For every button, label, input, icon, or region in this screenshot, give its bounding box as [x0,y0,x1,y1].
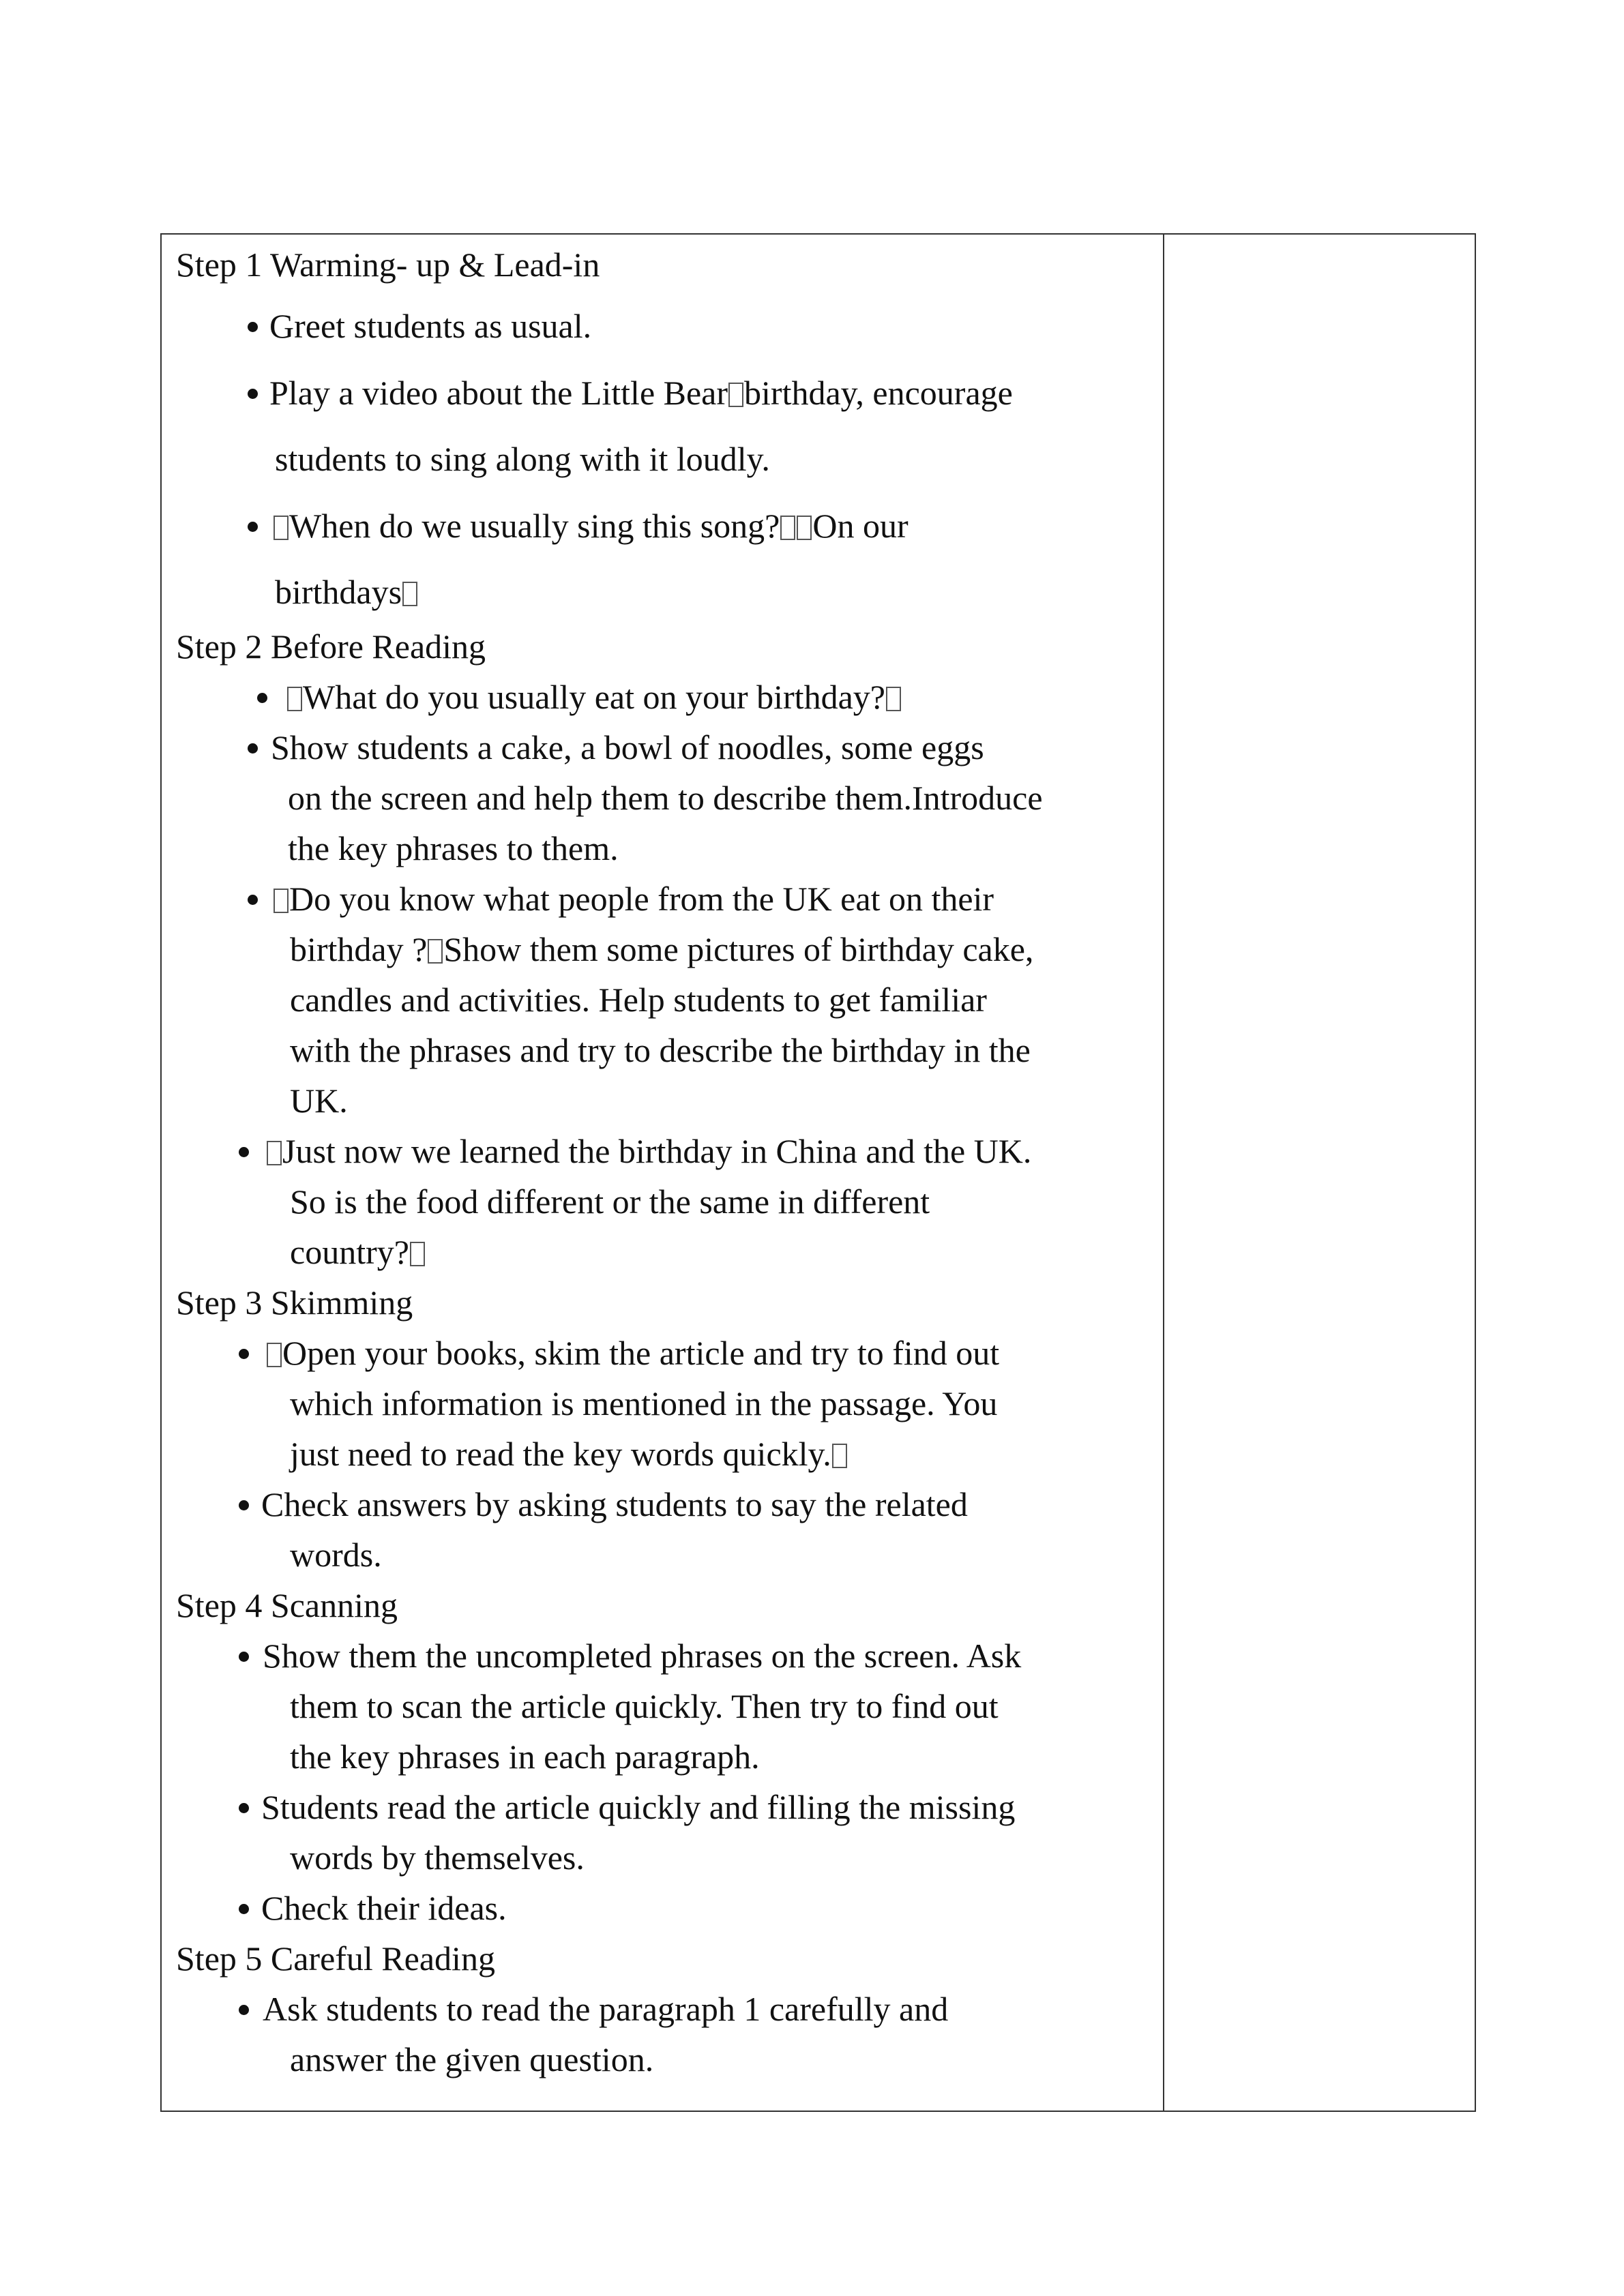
bullet-text-line: birthday ? Show them some pictures of birthday cake, [290,930,1034,968]
missing-glyph-box [832,1444,847,1468]
missing-glyph-box [797,516,812,540]
bullet-icon [239,1500,249,1510]
bullet-text-line: on the screen and help them to describe them.Introduce [288,779,1043,817]
missing-glyph-box [287,687,302,711]
bullet-text-line: Check answers by asking students to say the related [261,1485,968,1523]
step-heading: Step 5 Careful Reading [176,1939,495,1978]
missing-glyph-box [410,1242,425,1266]
bullet-icon [248,743,258,754]
bullet-text-line: UK. [290,1082,348,1120]
step-heading: Step 3 Skimming [176,1283,413,1322]
bullet-text-line: words. [290,1536,382,1574]
missing-glyph-box [428,939,443,964]
bullet-text-line: birthdays [275,571,418,612]
bullet-text-line: Show students a cake, a bowl of noodles, some eggs [271,728,984,766]
bullet-icon [248,522,258,532]
missing-glyph-box [780,516,795,540]
bullet-text-line: with the phrases and try to describe the birthday in the [290,1031,1031,1069]
bullet-icon [239,1652,249,1662]
bullet-text-line: Play a video about the Little Bear birthday, encourage [269,374,1013,412]
bullet-icon [239,2005,249,2015]
bullet-text-line: students to sing along with it loudly. [275,440,770,478]
step-heading: Step 1 Warming- up & Lead-in [176,245,600,284]
bullet-icon [239,1147,249,1157]
bullet-text-line: Students read the article quickly and filling the missing [261,1788,1016,1826]
bullet-text-line: which information is mentioned in the passage. You [290,1384,998,1422]
step-heading: Step 4 Scanning [176,1586,398,1624]
missing-glyph-box [402,582,417,606]
bullet-text-line: the key phrases to them. [288,829,619,867]
bullet-icon [239,1803,249,1813]
bullet-text-line: just need to read the key words quickly. [290,1433,848,1474]
missing-glyph-box [886,687,901,711]
missing-glyph-box [267,1141,282,1165]
bullet-text-line: Do you know what people from the UK eat on their [273,878,994,919]
bullet-icon [248,389,258,399]
missing-glyph-box [274,516,289,540]
bullet-text-line: country? [290,1232,426,1272]
step-heading: Step 2 Before Reading [176,627,486,666]
missing-glyph-box [274,889,289,913]
bullet-text-line: words by themselves. [290,1838,585,1877]
missing-glyph-box [267,1343,282,1367]
bullet-icon [239,1349,249,1359]
bullet-text-line: Open your books, skim the article and try to find out [266,1332,999,1373]
bullet-text-line: the key phrases in each paragraph. [290,1738,760,1776]
bullet-icon [257,693,267,703]
bullet-text-line: candles and activities. Help students to get familiar [290,981,987,1019]
bullet-text-line: Check their ideas. [261,1889,507,1927]
bullet-text-line: So is the food different or the same in different [290,1182,930,1221]
bullet-icon [239,1904,249,1914]
bullet-text-line: them to scan the article quickly. Then try to find out [290,1687,999,1725]
bullet-text-line: Just now we learned the birthday in China and the UK. [266,1131,1031,1172]
bullet-text-line: When do we usually sing this song? On our [273,505,909,546]
bullet-icon [248,895,258,905]
bullet-text-line: answer the given question. [290,2040,654,2078]
bullet-text-line: Greet students as usual. [269,307,592,345]
bullet-text-line: What do you usually eat on your birthday? [286,676,902,717]
bullet-text-line: Ask students to read the paragraph 1 carefully and [263,1990,949,2028]
bullet-icon [248,322,258,332]
missing-glyph-box [728,383,743,407]
bullet-text-line: Show them the uncompleted phrases on the screen. Ask [263,1637,1022,1675]
